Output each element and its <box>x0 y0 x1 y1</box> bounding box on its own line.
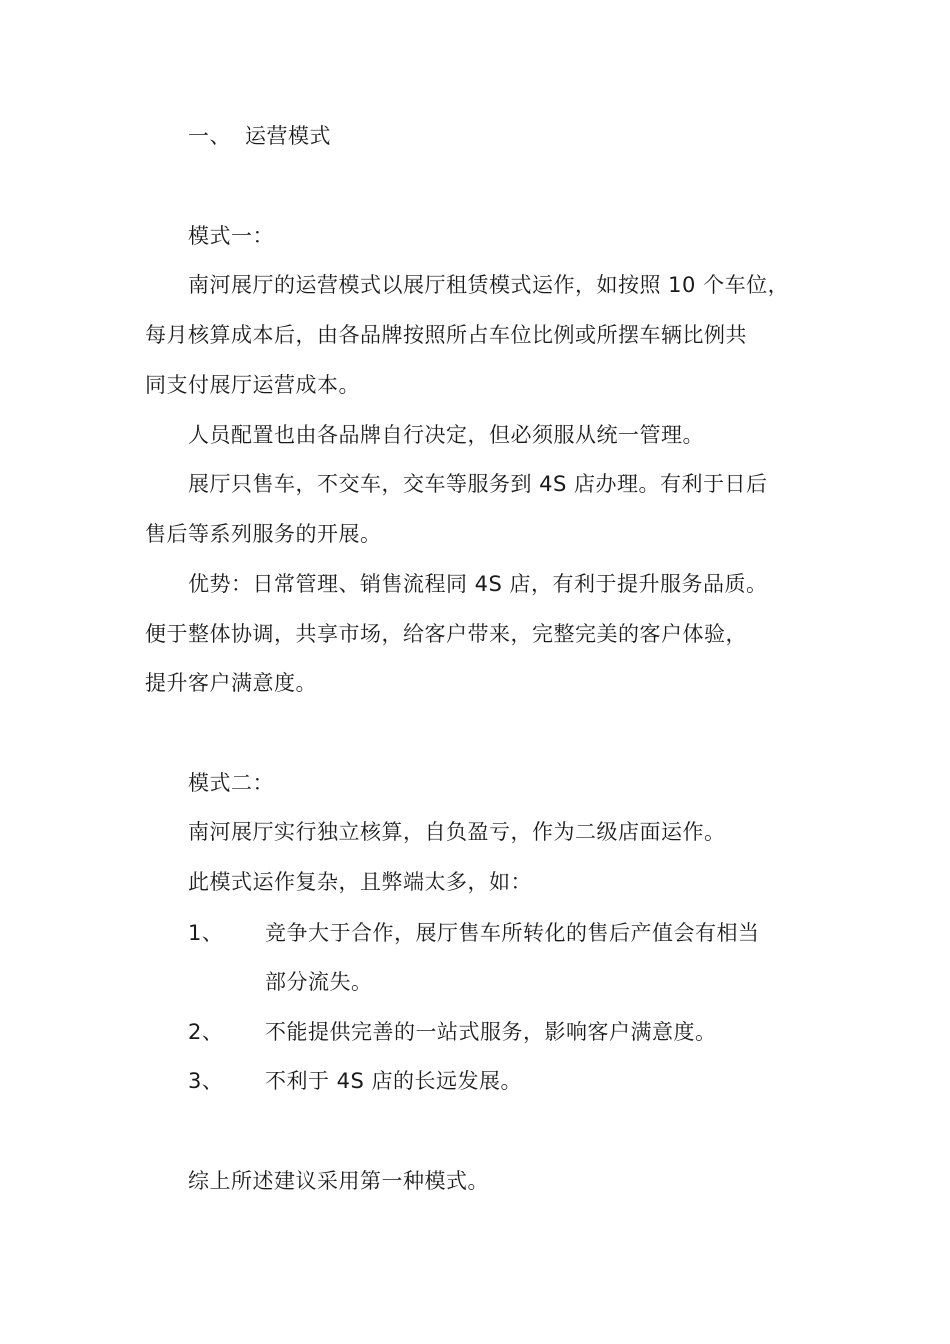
mode1-paragraph2: 人员配置也由各品牌自行决定，但必须服从统一管理。 <box>188 423 704 447</box>
list-item-2-line1: 不能提供完善的一站式服务，影响客户满意度。 <box>265 1020 717 1044</box>
mode1-label: 模式一： <box>188 224 274 248</box>
list-item-1-line2: 部分流失。 <box>265 970 373 994</box>
section-title: 运营模式 <box>245 124 331 148</box>
mode1-paragraph3-line1: 展厅只售车，不交车，交车等服务到 4S 店办理。有利于日后 <box>188 472 768 496</box>
mode2-label: 模式二： <box>188 771 274 795</box>
list-item-3-number: 3、 <box>188 1069 224 1093</box>
mode2-paragraph2: 此模式运作复杂，且弊端太多，如： <box>188 870 532 894</box>
mode1-paragraph4-line2: 便于整体协调，共享市场，给客户带来，完整完美的客户体验， <box>145 622 747 646</box>
list-item-1-line1: 竞争大于合作，展厅售车所转化的售后产值会有相当 <box>265 921 760 945</box>
mode1-paragraph4-line3: 提升客户满意度。 <box>145 671 317 695</box>
section-number: 一、 <box>188 124 231 148</box>
list-item-1-number: 1、 <box>188 921 224 945</box>
mode1-paragraph3-line2: 售后等系列服务的开展。 <box>145 522 382 546</box>
list-item-3-line1: 不利于 4S 店的长远发展。 <box>265 1069 523 1093</box>
mode1-paragraph1-line1: 南河展厅的运营模式以展厅租赁模式运作，如按照 10 个车位， <box>188 273 790 297</box>
mode1-paragraph1-line3: 同支付展厅运营成本。 <box>145 373 360 397</box>
mode1-paragraph1-line2: 每月核算成本后，由各品牌按照所占车位比例或所摆车辆比例共 <box>145 323 747 347</box>
conclusion: 综上所述建议采用第一种模式。 <box>188 1169 489 1193</box>
mode1-paragraph4-line1: 优势：日常管理、销售流程同 4S 店，有利于提升服务品质。 <box>188 572 768 596</box>
mode2-paragraph1: 南河展厅实行独立核算，自负盈亏，作为二级店面运作。 <box>188 820 726 844</box>
list-item-2-number: 2、 <box>188 1020 224 1044</box>
